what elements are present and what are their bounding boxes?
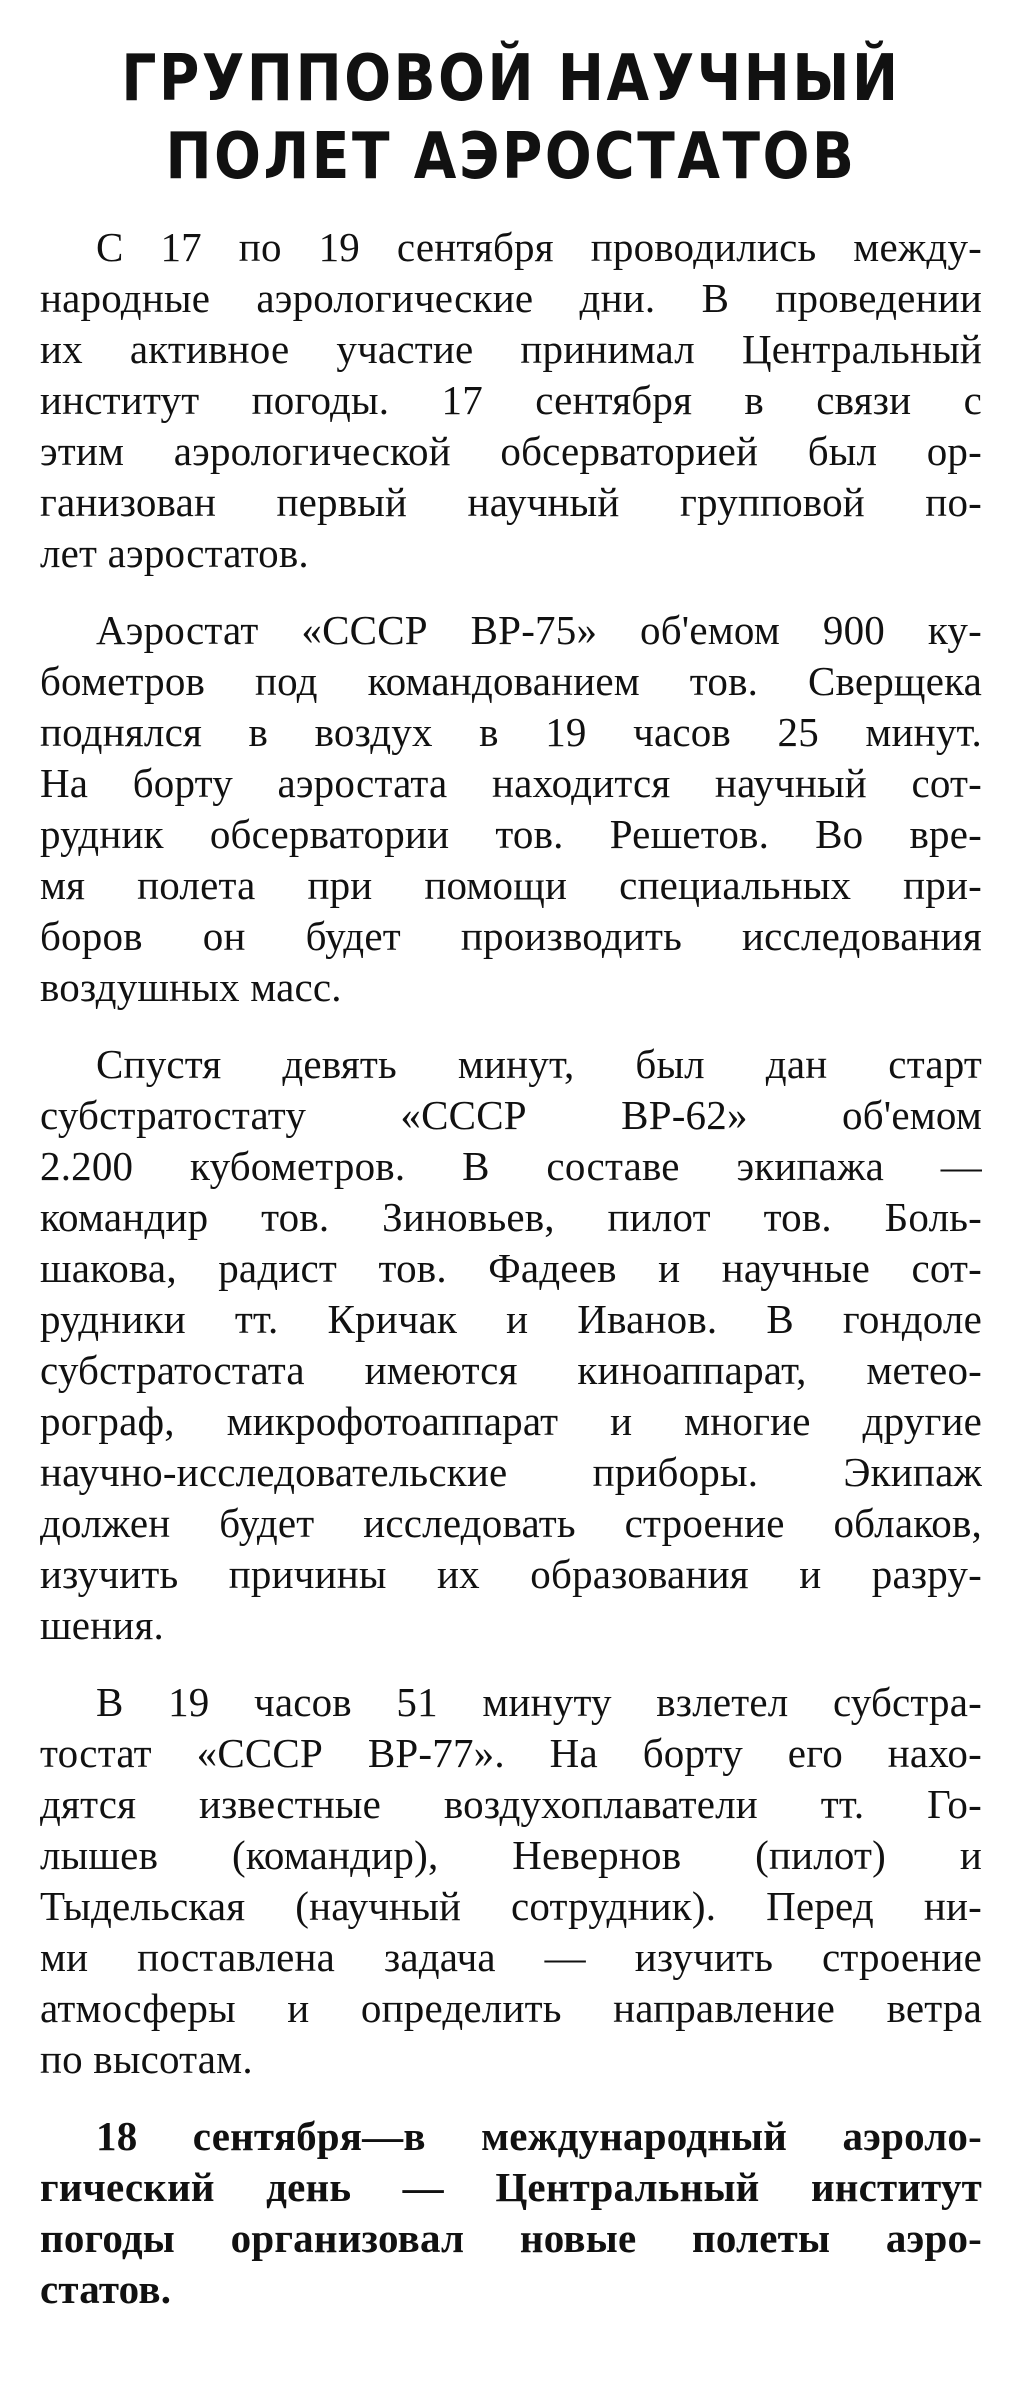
text-line: погоды организовал новые полеты аэро- (40, 2215, 982, 2261)
article-paragraph-2 (40, 605, 982, 1013)
text-line: рудники тт. Кричак и Иванов. В гондоле (40, 1296, 982, 1342)
text-line: боров он будет производить исследования (40, 913, 982, 959)
text-line: В 19 часов 51 минуту взлетел субстра- (96, 1679, 982, 1725)
headline-line: ГРУППОВОЙ НАУЧНЫЙ (121, 42, 901, 116)
text-line: шакова, радист тов. Фадеев и научные сот- (40, 1245, 982, 1291)
text-line: рограф, микрофотоаппарат и многие другие (40, 1398, 982, 1444)
article-headline (106, 40, 916, 196)
text-line: ганизован первый научный групповой по- (40, 479, 982, 525)
text-line: их активное участие принимал Центральный (40, 326, 982, 372)
text-line: дятся известные воздухоплаватели тт. Го- (40, 1781, 982, 1827)
text-line: 2.200 кубометров. В составе экипажа — (40, 1143, 982, 1189)
text-line: воздушных масс. (40, 964, 342, 1010)
headline-line: ПОЛЕТ АЭРОСТАТОВ (165, 120, 857, 194)
text-line: мя полета при помощи специальных при- (40, 862, 982, 908)
text-line: рудник обсерватории тов. Решетов. Во вре- (40, 811, 982, 857)
text-line: шения. (40, 1602, 164, 1648)
text-line: бометров под командованием тов. Сверщека (40, 658, 982, 704)
text-line: изучить причины их образования и разру- (40, 1551, 982, 1597)
text-line: 18 сентября—в международный аэроло- (96, 2113, 982, 2159)
text-line: научно-исследовательские приборы. Экипаж (40, 1449, 982, 1495)
article-paragraph-5 (40, 2111, 982, 2315)
text-line: этим аэрологической обсерваторией был ор- (40, 428, 982, 474)
text-line: Тыдельская (научный сотрудник). Перед ни- (40, 1883, 982, 1929)
text-line: атмосферы и определить направление ветра (40, 1985, 982, 2031)
text-line: лет аэростатов. (40, 530, 309, 576)
text-line: субстратостату «СССР ВР-62» об'емом (40, 1092, 982, 1138)
text-line: гический день — Центральный институт (40, 2164, 982, 2210)
text-line: С 17 по 19 сентября проводились между- (96, 224, 982, 270)
text-line: поднялся в воздух в 19 часов 25 минут. (40, 709, 982, 755)
text-line: лышев (командир), Невернов (пилот) и (40, 1832, 982, 1878)
text-line: институт погоды. 17 сентября в связи с (40, 377, 982, 423)
text-line: На борту аэростата находится научный сот- (40, 760, 982, 806)
text-line: народные аэрологические дни. В проведении (40, 275, 982, 321)
text-line: должен будет исследовать строение облаков, (40, 1500, 982, 1546)
text-line: по высотам. (40, 2036, 253, 2082)
text-line: ми поставлена задача — изучить строение (40, 1934, 982, 1980)
text-line: командир тов. Зиновьев, пилот тов. Боль- (40, 1194, 982, 1240)
text-line: Спустя девять минут, был дан старт (96, 1041, 982, 1087)
text-line: статов. (40, 2266, 172, 2312)
article-paragraph-4 (40, 1677, 982, 2085)
text-line: Аэростат «СССР ВР-75» об'емом 900 ку- (96, 607, 982, 653)
text-line: тостат «СССР ВР-77». На борту его нахо- (40, 1730, 982, 1776)
article-paragraph-1 (40, 222, 982, 579)
text-line: субстратостата имеются киноаппарат, метео- (40, 1347, 982, 1393)
article-paragraph-3 (40, 1039, 982, 1651)
